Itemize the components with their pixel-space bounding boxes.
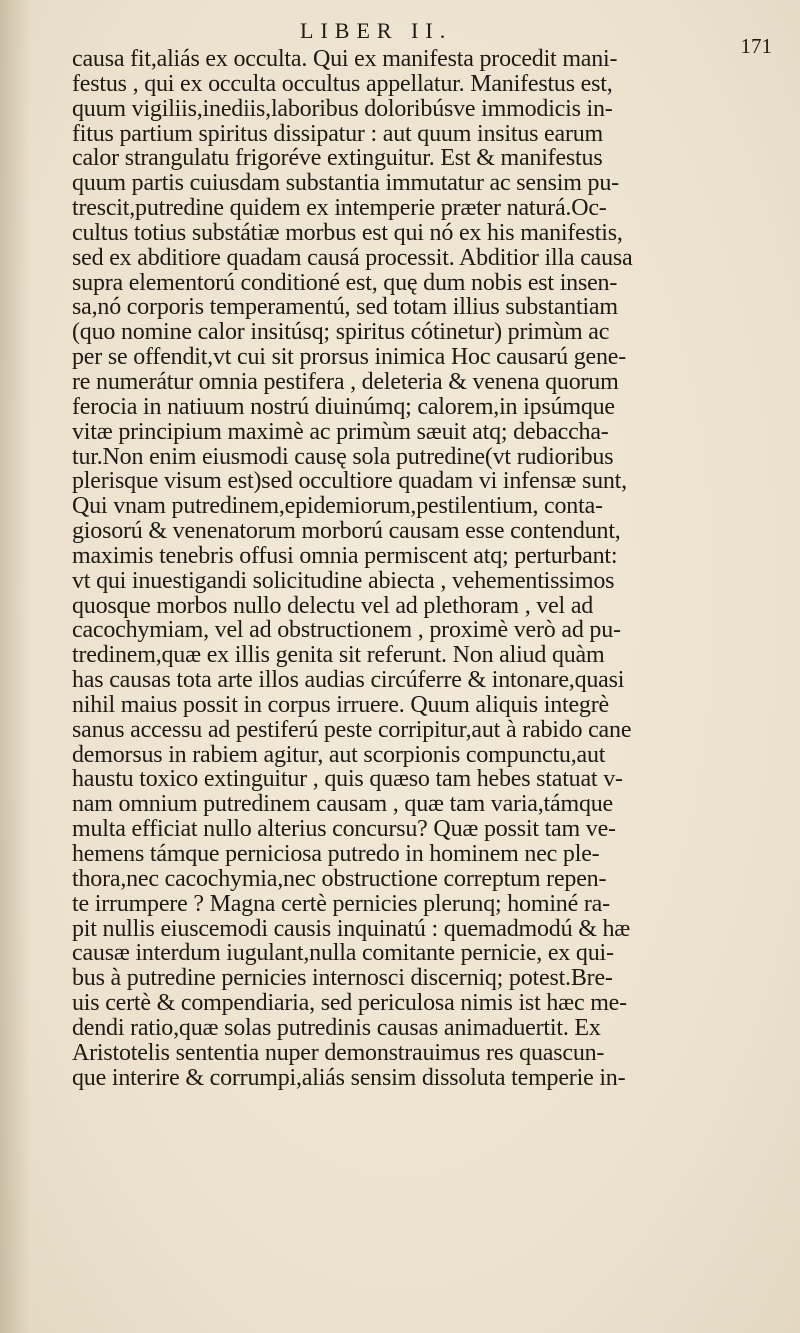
text-line: quum vigiliis,inediis,laboribus doloribúsve immodicis in- <box>72 96 613 122</box>
text-line: hemens támque perniciosa putredo in hominem nec ple- <box>72 842 600 867</box>
page-number: 171 <box>740 34 772 58</box>
text-line: demorsus in rabiem agitur, aut scorpionis compunctu,aut <box>72 742 606 768</box>
text-line: ferocia in natiuum nostrú diuinúmq; calorem,in ipsúmque <box>72 394 615 420</box>
text-line: bus à putredine pernicies internosci discerniq; potest.Bre- <box>72 966 613 992</box>
text-line: supra elementorú conditioné est, quę dum nobis est insen- <box>72 270 618 296</box>
text-line: que interire & corrumpi,aliás sensim dissoluta temperie in- <box>72 1065 626 1091</box>
text-line: giosorú & venenatorum morború causam esse contendunt, <box>72 519 621 544</box>
text-line: calor strangulatu frigoréve extinguitur. Est & manifestus <box>72 146 603 172</box>
text-line: re numerátur omnia pestifera , deleteria & venena quorum <box>72 369 619 395</box>
text-line: nihil maius possit in corpus irruere. Quum aliquis integrè <box>72 692 609 718</box>
text-line: cultus totius substátiæ morbus est qui nó ex his manifestis, <box>72 220 623 246</box>
text-line: plerisque visum est)sed occultiore quadam vi infensæ sunt, <box>72 469 627 495</box>
text-line: tur.Non enim eiusmodi causę sola putredine(vt rudioribus <box>72 444 614 470</box>
text-line: Aristotelis sententia nuper demonstrauimus res quascun- <box>72 1040 605 1066</box>
text-line: fitus partium spiritus dissipatur : aut quum insitus earum <box>72 121 604 147</box>
text-line: Qui vnam putredinem,epidemiorum,pestilentium, conta- <box>72 494 603 520</box>
text-line: dendi ratio,quæ solas putredinis causas animaduertit. Ex <box>72 1015 601 1041</box>
text-line: haustu toxico extinguitur , quis quæso tam hebes statuat v- <box>72 767 623 793</box>
text-line: cacochymiam, vel ad obstructionem , proximè verò ad pu- <box>72 618 621 644</box>
text-line: uis certè & compendiaria, sed periculosa nimis ist hæc me- <box>72 991 627 1016</box>
text-line: te irrumpere ? Magna certè pernicies plerunq; hominé ra- <box>72 891 610 917</box>
text-line: thora,nec cacochymia,nec obstructione correptum repen- <box>72 866 607 892</box>
text-line: trescit,putredine quidem ex intemperie præter naturá.Oc- <box>72 196 607 221</box>
text-line: maximis tenebris offusi omnia permiscent atq; perturbant: <box>72 543 618 569</box>
text-line: pit nullis eiuscemodi causis inquinatú : quemadmodú & hæ <box>72 916 631 942</box>
text-line: festus , qui ex occulta occultus appellatur. Manifestus est, <box>72 71 613 97</box>
text-line: tredinem,quæ ex illis genita sit referunt. Non aliud quàm <box>72 643 605 669</box>
text-line: multa efficiat nullo alterius concursu? Quæ possit tam ve- <box>72 817 616 842</box>
running-head: LIBER II. <box>300 18 453 43</box>
text-line: causæ interdum iugulant,nulla comitante pernicie, ex qui- <box>72 941 614 967</box>
text-line: sa,nó corporis temperamentú, sed totam illius substantiam <box>72 295 618 321</box>
text-line: vitæ principium maximè ac primùm sæuit atq; debaccha- <box>72 419 609 445</box>
text-line: quum partis cuiusdam substantia immutatur ac sensim pu- <box>72 171 619 197</box>
text-line: sed ex abditiore quadam causá processit. Abditior illa causa <box>72 245 633 271</box>
text-line: sanus accessu ad pestiferú peste corripitur,aut à rabido cane <box>72 717 632 743</box>
text-line: has causas tota arte illos audias circúferre & intonare,quasi <box>72 668 625 693</box>
text-line: nam omnium putredinem causam , quæ tam varia,támque <box>72 792 613 818</box>
text-line: causa fit,aliás ex occulta. Qui ex manifesta procedit mani- <box>72 47 618 72</box>
text-line: (quo nomine calor insitúsq; spiritus cótinetur) primùm ac <box>72 320 610 346</box>
text-line: quosque morbos nullo delectu vel ad plethoram , vel ad <box>72 593 594 619</box>
body-text <box>72 47 790 1090</box>
gutter-shadow <box>0 0 30 1333</box>
text-line: vt qui inuestigandi solicitudine abiecta , vehementissimos <box>72 568 615 594</box>
text-line: per se offendit,vt cui sit prorsus inimica Hoc causarú gene- <box>72 345 627 370</box>
